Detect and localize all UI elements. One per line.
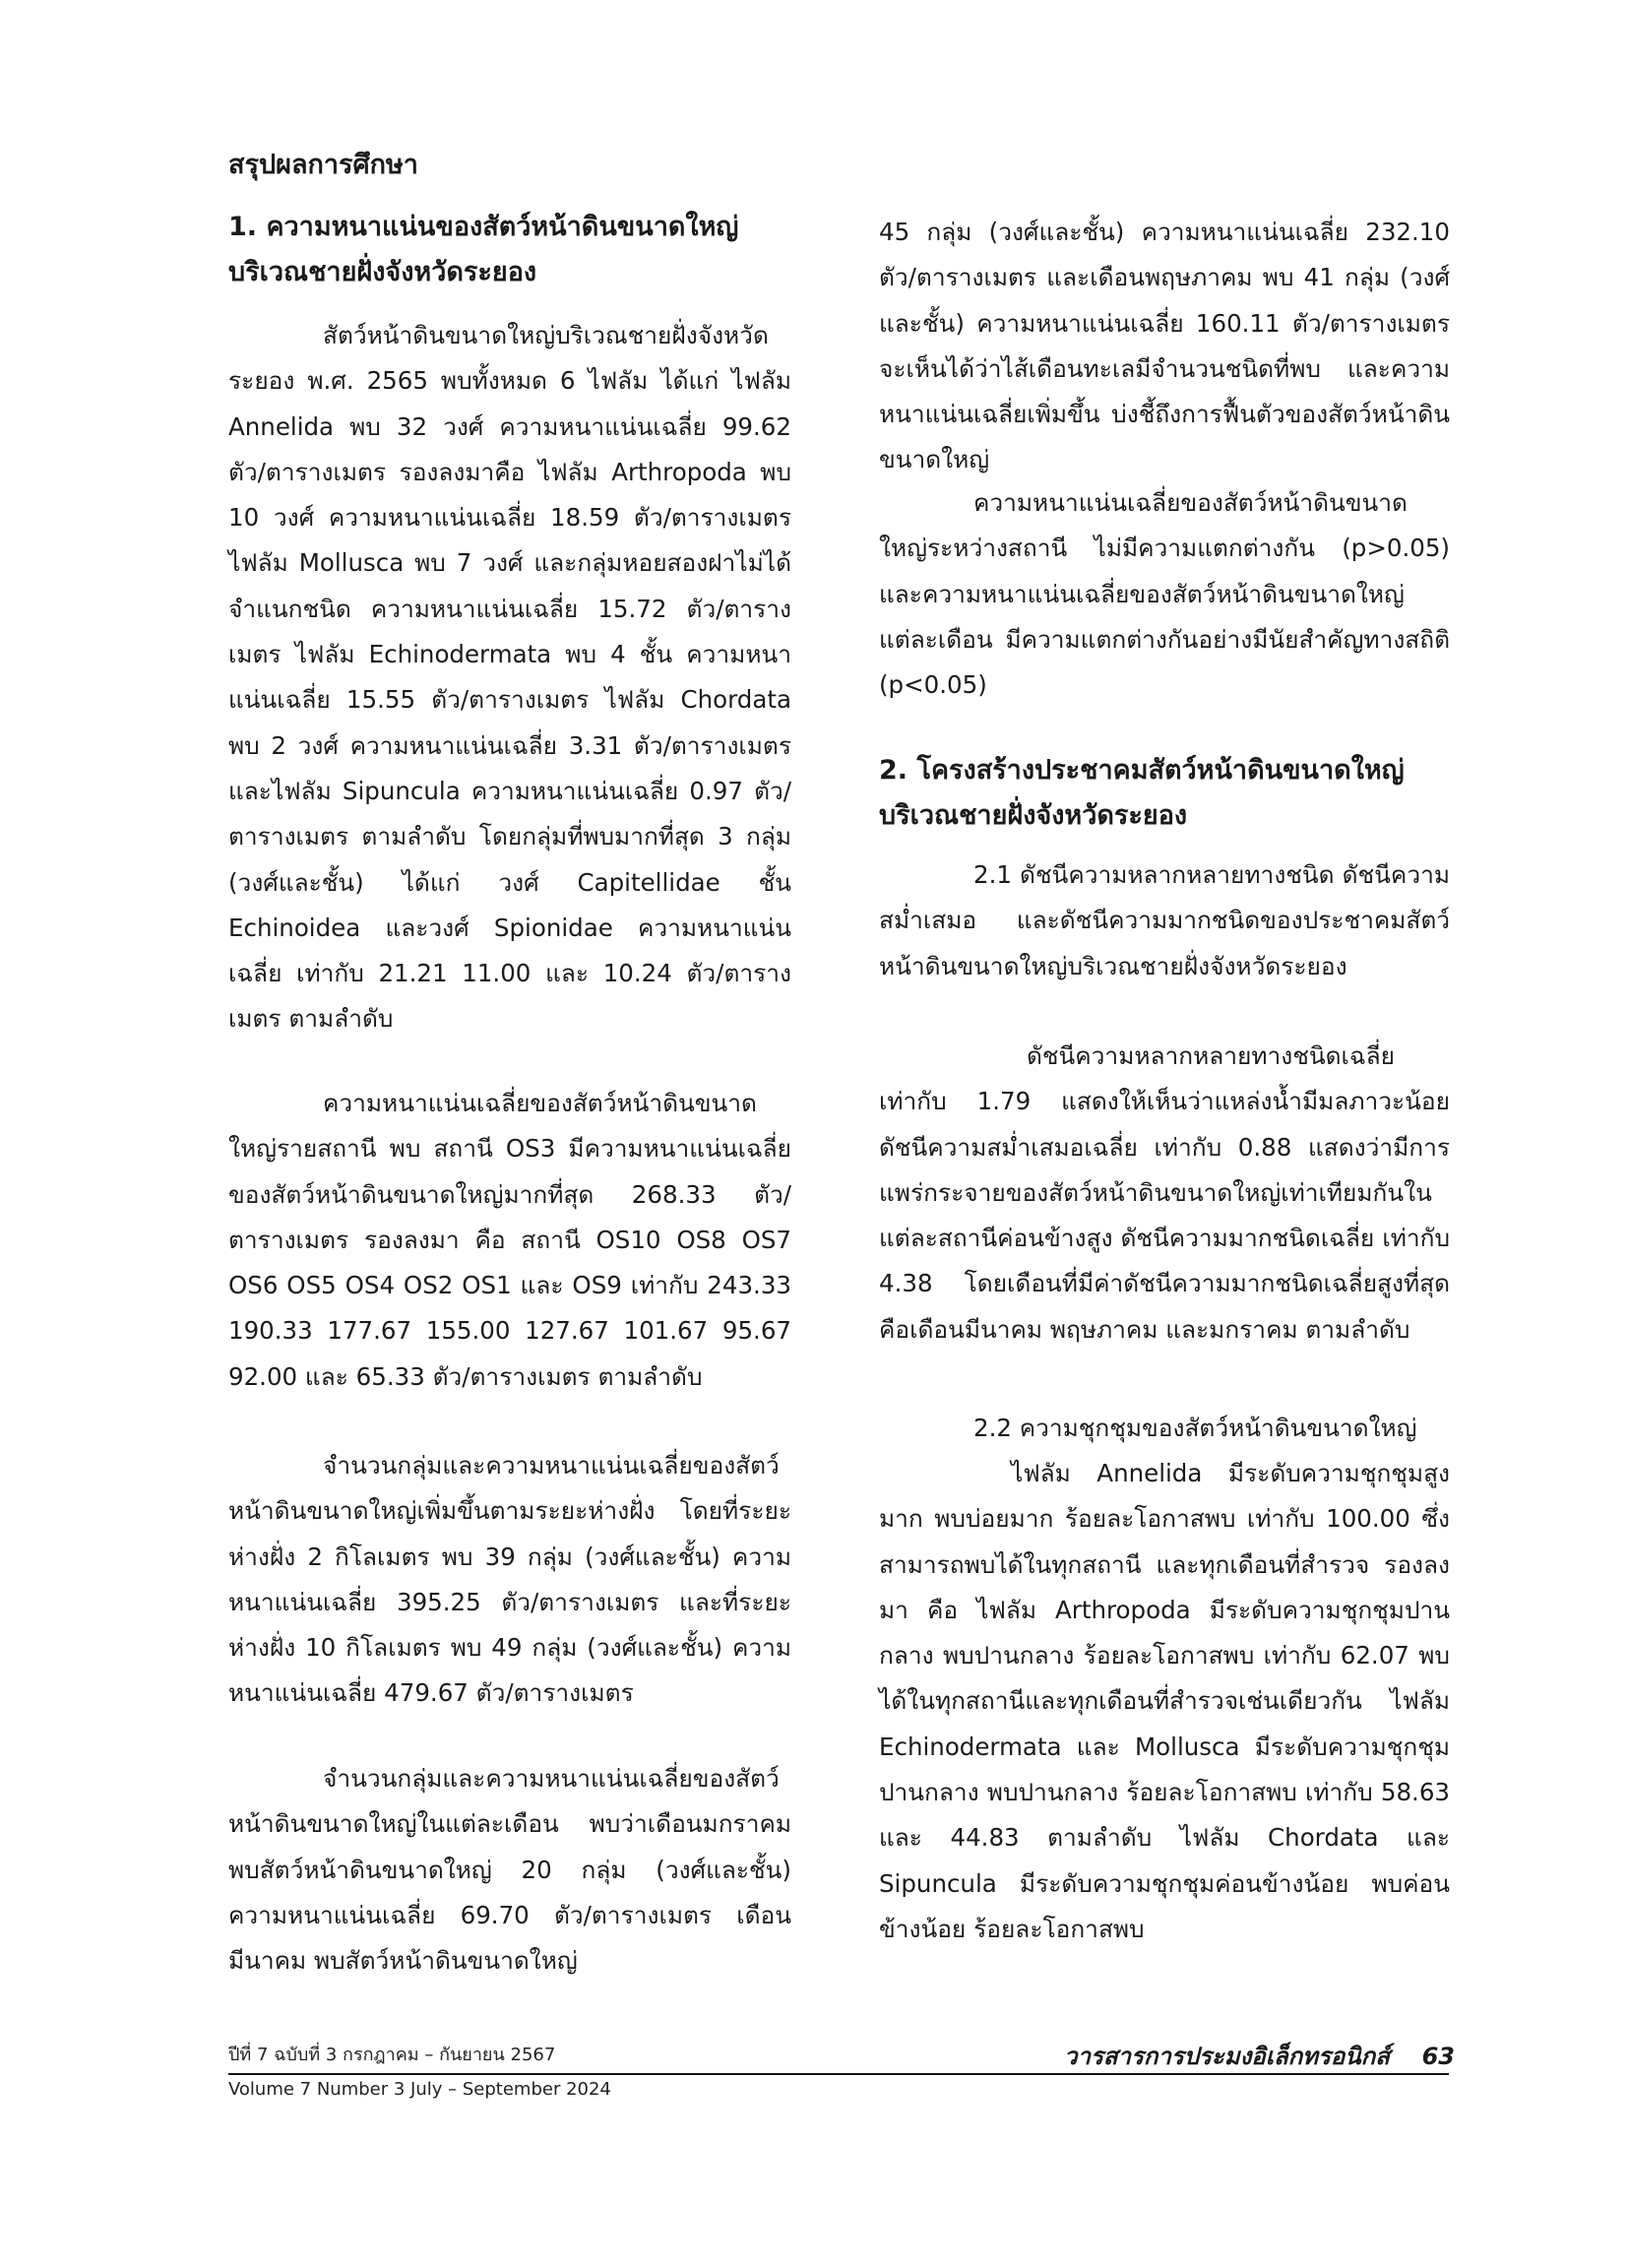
left-paragraph-4-text: จำนวนกลุ่มและความหนาแน่นเฉลี่ยของสัตว์หน้าดินขนาดใหญ่ในแต่ละเดือน พบว่าเดือนมกราคม พบสัตว์หน้าดินขนาดใหญ่ 20 กลุ่ม (วงศ์และชั้น) ความหนาแน่นเฉลี่ย 69.70 ตัว/ตารางเมตร เดือนมีนาคม พบสัตว์หน้าดินขนาดใหญ่ (228, 1764, 791, 1976)
right-paragraph-4-text: ดัชนีความหลากหลายทางชนิดเฉลี่ยเท่ากับ 1.79 แสดงให้เห็นว่าแหล่งน้ำมีมลภาวะน้อย ดัชนีความสม่ำเสมอเฉลี่ย เท่ากับ 0.88 แสดงว่ามีการแพร่กระจายของสัตว์หน้าดินขนาดใหญ่เท่าเทียมกันในแต่ละสถานีค่อนข้างสูง ดัชนีความมากชนิดเฉลี่ย เท่ากับ 4.38 โดยเดือนที่มีค่าดัชนีความมากชนิดเฉลี่ยสูงที่สุดคือเดือนมีนาคม พฤษภาคม และมกราคม ตามลำดับ (879, 1041, 1450, 1344)
journal-name: วารสารการประมงอิเล็กทรอนิกส์ (1063, 2043, 1390, 2070)
section-title-text: สรุปผลการศึกษา (228, 150, 418, 180)
right-heading (879, 748, 1450, 839)
left-paragraph-4 (228, 1756, 791, 1984)
right-paragraph-6-text: ไฟลัม Annelida มีระดับความชุกชุมสูงมาก พบบ่อยมาก ร้อยละโอกาสพบ เท่ากับ 100.00 ซึ่งสามารถพบได้ในทุกสถานี และทุกเดือนที่สำรวจ รองลงมา คือ ไฟลัม Arthropoda มีระดับความชุกชุมปานกลาง พบปานกลาง ร้อยละโอกาสพบ เท่ากับ 62.07 พบได้ในทุกสถานีและทุกเดือนที่สำรวจเช่นเดียวกัน ไฟลัม Echinodermata และ Mollusca มีระดับความชุกชุมปานกลาง พบปานกลาง ร้อยละโอกาสพบ เท่ากับ 58.63 และ 44.83 ตามลำดับ ไฟลัม Chordata และ Sipuncula มีระดับความชุกชุมค่อนข้างน้อย พบค่อนข้างน้อย ร้อยละโอกาสพบ (879, 1459, 1450, 1943)
right-paragraph-2 (879, 480, 1450, 708)
page-number: 63 (1421, 2043, 1455, 2070)
right-paragraph-4 (879, 1034, 1450, 1353)
footer-rule (228, 2073, 1449, 2075)
left-paragraph-2 (228, 1081, 791, 1400)
footer-issue-thai-text: ปีที่ 7 ฉบับที่ 3 กรกฎาคม – กันยายน 2567 (228, 2045, 556, 2065)
footer-issue-thai (228, 2042, 555, 2069)
right-paragraph-1-text: 45 กลุ่ม (วงศ์และชั้น) ความหนาแน่นเฉลี่ย 232.10 ตัว/ตารางเมตร และเดือนพฤษภาคม พบ 41 กลุ่ม (วงศ์และชั้น) ความหนาแน่นเฉลี่ย 160.11 ตัว/ตารางเมตร จะเห็นได้ว่าไส้เดือนทะเลมีจำนวนชนิดที่พบ และความหนาแน่นเฉลี่ยเพิ่มขึ้น บ่งชี้ถึงการฟื้นตัวของสัตว์หน้าดินขนาดใหญ่ (879, 218, 1450, 474)
left-heading-text: 1. ความหนาแน่นของสัตว์หน้าดินขนาดใหญ่ บริเวณชายฝั่งจังหวัดระยอง (228, 212, 739, 287)
footer-issue-english-text: Volume 7 Number 3 July – September 2024 (228, 2079, 611, 2100)
section-title (228, 148, 819, 183)
left-paragraph-3-text: จำนวนกลุ่มและความหนาแน่นเฉลี่ยของสัตว์หน้าดินขนาดใหญ่เพิ่มขึ้นตามระยะห่างฝั่ง โดยที่ระยะห่างฝั่ง 2 กิโลเมตร พบ 39 กลุ่ม (วงศ์และชั้น) ความหนาแน่นเฉลี่ย 395.25 ตัว/ตารางเมตร และที่ระยะห่างฝั่ง 10 กิโลเมตร พบ 49 กลุ่ม (วงศ์และชั้น) ความหนาแน่นเฉลี่ย 479.67 ตัว/ตารางเมตร (228, 1451, 791, 1708)
left-paragraph-3 (228, 1443, 791, 1717)
right-paragraph-6 (879, 1451, 1450, 1952)
left-heading (228, 205, 791, 295)
footer-issue-english (228, 2077, 611, 2103)
right-heading-text: 2. โครงสร้างประชาคมสัตว์หน้าดินขนาดใหญ่ บริเวณชายฝั่งจังหวัดระยอง (879, 755, 1405, 831)
left-paragraph-1-text: สัตว์หน้าดินขนาดใหญ่บริเวณชายฝั่งจังหวัดระยอง พ.ศ. 2565 พบทั้งหมด 6 ไฟลัม ได้แก่ ไฟลัม Annelida พบ 32 วงศ์ ความหนาแน่นเฉลี่ย 99.62 ตัว/ตารางเมตร รองลงมาคือ ไฟลัม Arthropoda พบ 10 วงศ์ ความหนาแน่นเฉลี่ย 18.59 ตัว/ตารางเมตร ไฟลัม Mollusca พบ 7 วงศ์ และกลุ่มหอยสองฝาไม่ได้จำแนกชนิด ความหนาแน่นเฉลี่ย 15.72 ตัว/ตารางเมตร ไฟลัม Echinodermata พบ 4 ชั้น ความหนาแน่นเฉลี่ย 15.55 ตัว/ตารางเมตร ไฟลัม Chordata พบ 2 วงศ์ ความหนาแน่นเฉลี่ย 3.31 ตัว/ตารางเมตร และไฟลัม Sipuncula ความหนาแน่นเฉลี่ย 0.97 ตัว/ตารางเมตร ตามลำดับ โดยกลุ่มที่พบมากที่สุด 3 กลุ่ม (วงศ์และชั้น) ได้แก่ วงศ์ Capitellidae ชั้น Echinoidea และวงศ์ Spionidae ความหนาแน่นเฉลี่ย เท่ากับ 21.21 11.00 และ 10.24 ตัว/ตารางเมตร ตามลำดับ (228, 321, 791, 1034)
left-paragraph-1 (228, 313, 791, 1042)
right-paragraph-5-text: 2.2 ความชุกชุมของสัตว์หน้าดินขนาดใหญ่ (973, 1414, 1417, 1442)
right-paragraph-3-text: 2.1 ดัชนีความหลากหลายทางชนิด ดัชนีความสม่ำเสมอ และดัชนีความมากชนิดของประชาคมสัตว์หน้าดินขนาดใหญ่บริเวณชายฝั่งจังหวัดระยอง (879, 860, 1450, 980)
footer-journal (1054, 2042, 1455, 2071)
right-paragraph-1 (879, 210, 1450, 483)
right-paragraph-5 (879, 1406, 1450, 1451)
right-paragraph-3 (879, 852, 1450, 989)
left-paragraph-2-text: ความหนาแน่นเฉลี่ยของสัตว์หน้าดินขนาดใหญ่รายสถานี พบ สถานี OS3 มีความหนาแน่นเฉลี่ยของสัตว์หน้าดินขนาดใหญ่มากที่สุด 268.33 ตัว/ตารางเมตร รองลงมา คือ สถานี OS10 OS8 OS7 OS6 OS5 OS4 OS2 OS1 และ OS9 เท่ากับ 243.33 190.33 177.67 155.00 127.67 101.67 95.67 92.00 และ 65.33 ตัว/ตารางเมตร ตามลำดับ (228, 1089, 791, 1391)
right-paragraph-2-text: ความหนาแน่นเฉลี่ยของสัตว์หน้าดินขนาดใหญ่ระหว่างสถานี ไม่มีความแตกต่างกัน (p>0.05) และความหนาแน่นเฉลี่ยของสัตว์หน้าดินขนาดใหญ่แต่ละเดือน มีความแตกต่างกันอย่างมีนัยสำคัญทางสถิติ (p<0.05) (879, 488, 1450, 700)
